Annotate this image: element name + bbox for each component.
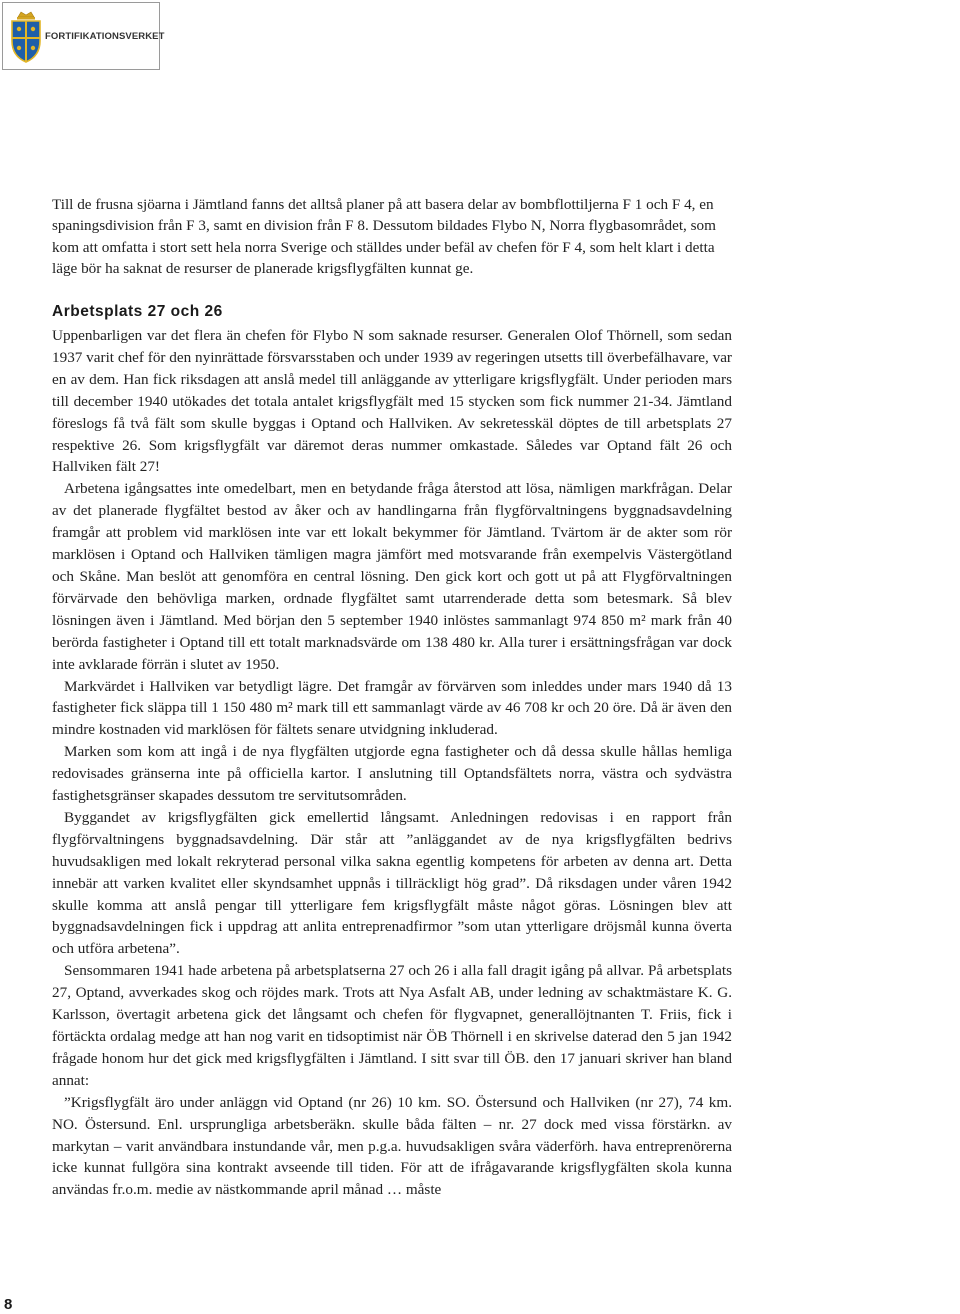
paragraph: Markvärdet i Hallviken var betydligt lägre. Det framgår av förvärven som inleddes under mars 1940 då 13 fastigheter fick släppa till 1 150 480 m² mark till ett sammanlagt värde av 46 708 kr och 20 öre. Då är även den mindre kostnaden vid marklösen för fältets senare utvidgning inkluderad.: [52, 677, 732, 739]
paragraph: Marken som kom att ingå i de nya flygfälten utgjorde egna fastigheter och då dessa skulle hållas hemliga redovisades gränserna inte på officiella kartor. I anslutning till Optandsfältets norra, västra och sydvästra fastighetsgränser skapades dessutom tre servitutsområden.: [52, 743, 732, 805]
intro-paragraph: Till de frusna sjöarna i Jämtland fanns det alltså planer på att basera delar av bombflottiljerna F 1 och F 4, en spaningsdivision från F 3, samt en division från F 8. Dessutom bildades Flybo N, Norra flygbasområdet, som kom att omfatta i stort sett hela norra Sverige och ställdes under befäl av chefen för F 4, som helt klart i detta läge bör ha saknat de resurser de planerade krigsflygfälten kunnat ge.: [52, 196, 716, 277]
coat-of-arms-icon: [9, 9, 43, 65]
paragraph: Uppenbarligen var det flera än chefen för Flybo N som saknade resurser. Generalen Olof Thörnell, som sedan 1937 varit chef för den nyinrättade försvarsstaben och under 1939 av regeringen utsetts till överbefälhavare, var en av dem. Han fick riksdagen att anslå medel till anläggande av ytterligare krigsflygfält. Under perioden mars till december 1940 utökades det totala antalet krigsflygfält med 15 stycken som fick nummer 21-34. Jämtland föreslogs få två fält som skulle byggas i Optand och Hallviken. Av sekretesskäl döptes de till arbetsplats 27 respektive 26. Som krigsflygfält var däremot deras nummer omkastade. Således var Optand fält 26 och Hallviken fält 27!: [52, 327, 732, 476]
logo-text: FORTIFIKATIONSVERKET: [45, 31, 165, 42]
paragraph: Arbetena igångsattes inte omedelbart, men en betydande fråga återstod att lösa, nämligen markfrågan. Delar av det planerade flygfältet bestod av åker och av handlingarna från flygförvaltningens byggnadsavdelning framgår att problem vid marklösen inte var ett lokalt bekymmer för Jämtland. Tvärtom är de akter som rör marklösen i Optand och Hallviken tämligen magra jämfört med motsvarande från exempelvis Västergötland och Skåne. Man beslöt att genomföra en central lösning. Den gick kort och gott ut på att Flygförvaltningen förvärvade den behövliga marken, ordnade flygfältet samt utarrenderade detta som betesmark. Så blev lösningen även i Jämtland. Med början den 5 september 1940 inlöstes sammanlagt 974 850 m² mark från 40 berörda fastigheter i Optand till ett totalt marknadsvärde om 138 480 kr. Alla turer i ersättningsfrågan var dock inte avklarade förrän i slutet av 1950.: [52, 480, 732, 673]
logo: [2, 2, 165, 70]
paragraph: Byggandet av krigsflygfälten gick emellertid långsamt. Anledningen redovisas i en rapport från flygförvaltningens byggnadsavdelning. Där står att ”anläggandet av de nya krigsflygfälten bedrivs huvudsakligen med lokalt rekryterad personal vilka sakna egentlig kompetens för arbeten av denna art. Detta innebär att varken kvalitet eller skyndsamhet uppnås i tillräckligt hög grad”. Då riksdagen under våren 1942 skulle komma att anslå pengar till ytterligare fem krigsflygfält måste något göras. Lösningen blev att byggnadsavdelningen fick i uppdrag att anlita entreprenadfirmor ”som utan ytterligare dröjsmål kunna överta och utföra arbetena”.: [52, 808, 732, 958]
paragraph: Sensommaren 1941 hade arbetena på arbetsplatserna 27 och 26 i alla fall dragit igång på allvar. På arbetsplats 27, Optand, avverkades skog och röjdes mark. Trots att Nya Asfalt AB, under ledning av schaktmästare K. G. Karlsson, övertagit arbetena gick det långsamt och chefen för flygvapnet, generallöjtnanten T. Friis, fick i förtäckta ordalag medge att han nog varit en tidsoptimist när ÖB Thörnell i en skrivelse daterad den 5 jan 1942 frågade honom hur det gick med krigsflygfälten i Jämtland. I sitt svar till ÖB. den 17 januari skriver han bland annat:: [52, 962, 732, 1089]
page-number: 8: [4, 1296, 13, 1313]
section-body: [52, 325, 732, 1201]
section-heading: Arbetsplats 27 och 26: [52, 303, 223, 320]
quote-paragraph: ”Krigsflygfält äro under anläggn vid Optand (nr 26) 10 km. SO. Östersund och Hallviken (nr 27), 74 km. NO. Östersund. Enl. ursprungliga arbetsberäkn. skulle båda fälten – nr. 27 dock med vissa förstärkn. av markytan – varit användbara instundande vår, men p.g.a. huvudsakligen svåra väderförh. hava entreprenörerna icke kunnat fullgöra sina kontrakt avseende till tiden. För att de ifrågavarande krigsflygfälten skola kunna användas fr.o.m. medie av nästkommande april månad … måste: [52, 1093, 732, 1199]
